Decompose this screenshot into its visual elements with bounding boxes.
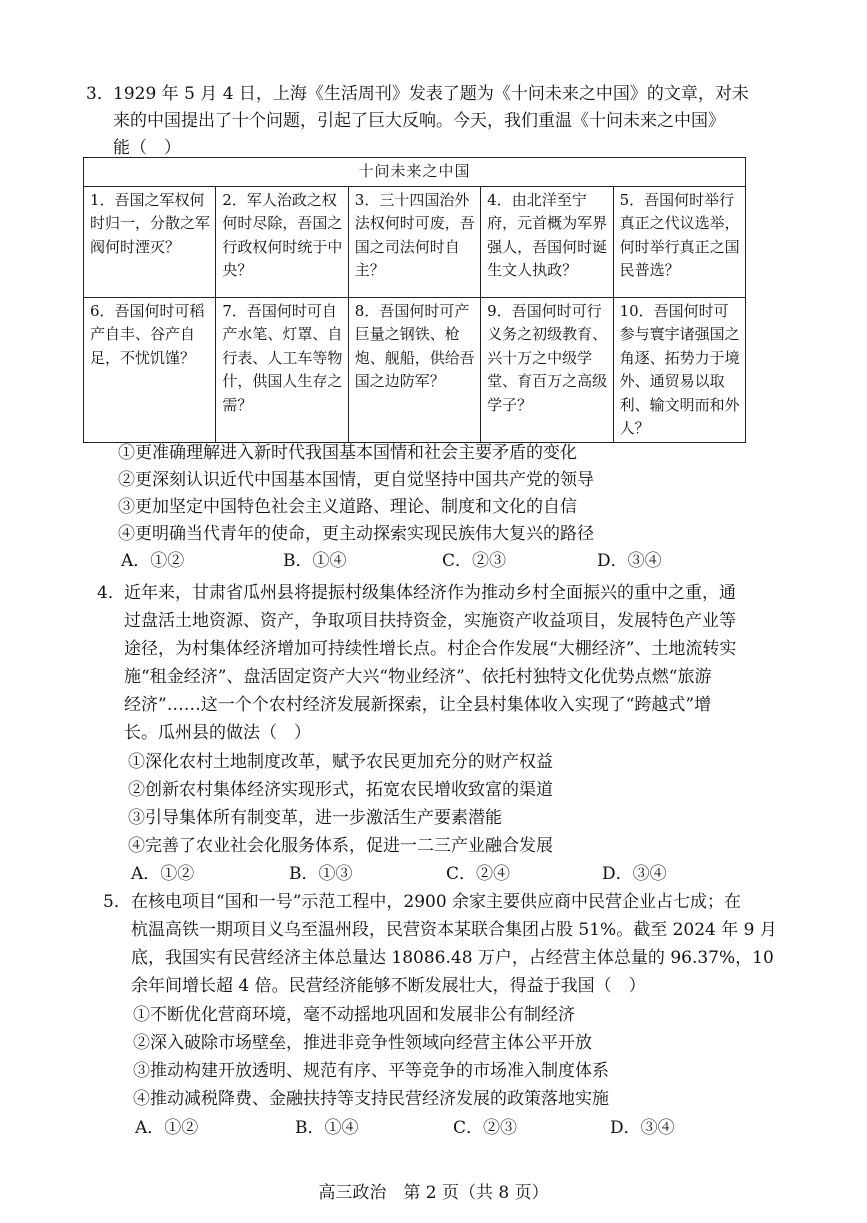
question-number: 5． [103, 892, 131, 912]
table-cell: 7．吾国何时可自产水笔、灯罩、自行表、人工车等物什，供国人生存之需？ [216, 297, 348, 442]
option-line: ②创新农村集体经济实现形式，拓宽农民增收致富的渠道 [128, 780, 553, 800]
question-text-line: 经济”……这一个个农村经济发展新探索，让全县村集体收入实现了“跨越式”增 [124, 695, 712, 715]
choice-a[interactable]: A．①② [131, 864, 195, 884]
choice-a[interactable]: A．①② [121, 551, 185, 571]
question-text-line: 长。瓜州县的做法（ ） [124, 723, 311, 743]
table-cell: 2．军人治政之权何时尽除，吾国之行政权何时统于中央？ [216, 186, 348, 297]
question-text-line: 底，我国实有民营经济主体总量达 18086.48 万户，占经营主体总量的 96.37%，10 [131, 948, 774, 968]
option-line: ③引导集体所有制变革，进一步激活生产要素潜能 [128, 808, 502, 828]
option-line: ②深入破除市场壁垒，推进非竞争性领域向经营主体公平开放 [133, 1033, 592, 1053]
question-text-line: 能（ ） [113, 138, 181, 158]
choice-c[interactable]: C．②③ [453, 1118, 518, 1138]
history-table [83, 157, 746, 443]
question-text-line: 途径，为村集体经济增加可持续性增长点。村企合作发展“大棚经济”、土地流转实 [124, 639, 737, 659]
table-cell: 9．吾国何时可行义务之初级教育、兴十万之中级学堂、育百万之高级学子？ [481, 297, 613, 442]
table-cell: 1．吾国之军权何时归一，分散之军阀何时湮灭？ [84, 186, 216, 297]
option-line: ①更准确理解进入新时代我国基本国情和社会主要矛盾的变化 [118, 443, 577, 463]
option-line: ④完善了农业社会化服务体系，促进一二三产业融合发展 [128, 836, 553, 856]
choice-b[interactable]: B．①④ [295, 1118, 359, 1138]
choice-c[interactable]: C．②③ [442, 551, 507, 571]
question-text-line: 在核电项目“国和一号”示范工程中，2900 余家主要供应商中民营企业占七成；在 [131, 892, 742, 912]
question-text-line: 1929 年 5 月 4 日，上海《生活周刊》发表了题为《十问未来之中国》的文章，对未 [113, 84, 749, 104]
question-text-line: 近年来，甘肃省瓜州县将提振村级集体经济作为推动乡村全面振兴的重中之重，通 [124, 583, 736, 603]
table-cell: 10．吾国何时可参与寰宇诸强国之角逐、拓势力于境外、通贸易以取利、输文明而和外人？ [613, 297, 745, 442]
question-text-line: 过盘活土地资源、资产，争取项目扶持资金，实施资产收益项目，发展特色产业等 [124, 611, 736, 631]
choice-b[interactable]: B．①③ [289, 864, 353, 884]
option-line: ④更明确当代青年的使命，更主动探索实现民族伟大复兴的路径 [118, 524, 594, 544]
option-line: ②更深刻认识近代中国基本国情，更自觉坚持中国共产党的领导 [118, 470, 594, 490]
choice-a[interactable]: A．①② [135, 1118, 199, 1138]
choice-d[interactable]: D．③④ [602, 864, 667, 884]
table-cell: 8．吾国何时可产巨量之钢铁、枪炮、舰船，供给吾国之边防军？ [348, 297, 480, 442]
question-text-line: 余年间增长超 4 倍。民营经济能够不断发展壮大，得益于我国（ ） [131, 976, 646, 996]
option-line: ①不断优化营商环境，毫不动摇地巩固和发展非公有制经济 [133, 1005, 575, 1025]
option-line: ①深化农村土地制度改革，赋予农民更加充分的财产权益 [128, 752, 553, 772]
table-cell: 6．吾国何时可稻产自丰、谷产自足，不忧饥馑？ [84, 297, 216, 442]
choice-d[interactable]: D．③④ [610, 1118, 675, 1138]
option-line: ③更加坚定中国特色社会主义道路、理论、制度和文化的自信 [118, 497, 577, 517]
page-footer: 高三政治 第 2 页（共 8 页） [318, 1183, 549, 1203]
table-cell: 5．吾国何时举行真正之代议选举，何时举行真正之国民普选？ [613, 186, 745, 297]
question-number: 4． [97, 583, 125, 603]
choice-c[interactable]: C．②④ [446, 864, 511, 884]
option-line: ③推动构建开放透明、规范有序、平等竞争的市场准入制度体系 [133, 1061, 609, 1081]
question-number: 3． [86, 84, 114, 104]
table-title: 十问未来之中国 [84, 158, 746, 187]
question-text-line: 来的中国提出了十个问题，引起了巨大反响。今天，我们重温《十问未来之中国》 [113, 111, 725, 131]
question-text-line: 施“租金经济”、盘活固定资产大兴“物业经济”、依托村独特文化优势点燃“旅游 [124, 667, 712, 687]
table-cell: 3．三十四国治外法权何时可废，吾国之司法何时自主？ [348, 186, 480, 297]
table-cell: 4．由北洋至宁府，元首概为军界强人，吾国何时诞生文人执政？ [481, 186, 613, 297]
option-line: ④推动减税降费、金融扶持等支持民营经济发展的政策落地实施 [133, 1089, 609, 1109]
question-text-line: 杭温高铁一期项目义乌至温州段，民营资本某联合集团占股 51%。截至 2024 年 9 月 [131, 920, 777, 940]
choice-d[interactable]: D．③④ [597, 551, 662, 571]
choice-b[interactable]: B．①④ [283, 551, 347, 571]
